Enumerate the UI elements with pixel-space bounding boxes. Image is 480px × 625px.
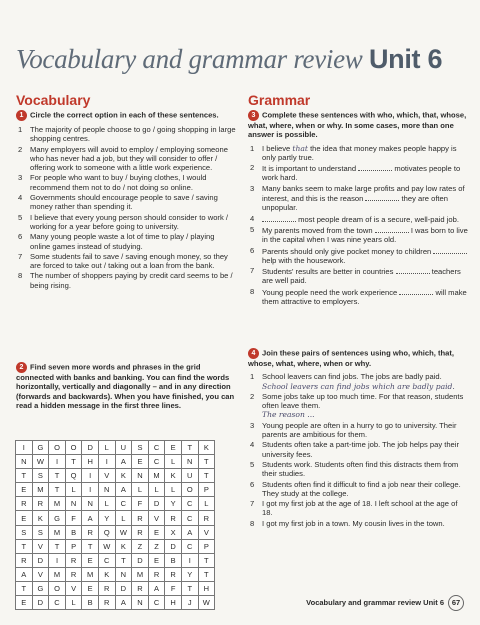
ex4-instruction: 4 Join these pairs of sentences using who, which, that, whose, what, where, when or why.: [248, 348, 454, 368]
grid-cell: T: [65, 455, 82, 469]
grid-cell: L: [148, 483, 165, 497]
item-text-after: motivates people to work hard.: [262, 164, 461, 183]
grid-cell: H: [82, 455, 99, 469]
grid-cell: X: [165, 525, 182, 539]
item-text-after: they are often unpopular.: [262, 194, 448, 213]
item-text: Students work. Students often find this distracts them from their studies.: [262, 459, 459, 479]
grid-cell: C: [148, 596, 165, 610]
grid-cell: D: [132, 553, 149, 567]
grid-cell: N: [115, 567, 132, 581]
item-text: For people who want to buy / buying clothes, I would recommend them not to do / not doing so online.: [30, 173, 207, 192]
grid-cell: J: [181, 596, 198, 610]
item-text: Governments should encourage people to save / saving money rather than spending it.: [30, 193, 218, 212]
grid-cell: T: [49, 539, 66, 553]
grid-cell: Y: [98, 511, 115, 525]
grid-cell: O: [181, 483, 198, 497]
grid-cell: F: [165, 581, 182, 595]
grid-cell: M: [49, 567, 66, 581]
answer-blank: [365, 193, 399, 201]
grid-cell: D: [82, 441, 99, 455]
item-number: 8: [250, 286, 255, 296]
grid-cell: L: [198, 497, 215, 511]
item-text: The majority of people choose to go / going shopping in large shopping centres.: [30, 125, 236, 144]
grid-cell: W: [98, 539, 115, 553]
grid-cell: T: [198, 553, 215, 567]
grid-cell: N: [82, 497, 99, 511]
item-text-after: the idea that money makes people happy is only partly true.: [262, 143, 457, 162]
item-text-after: help with the housework.: [262, 255, 346, 265]
item-text-after: teachers are well paid.: [262, 267, 461, 286]
grammar-exercise-3: [248, 110, 468, 307]
grid-cell: C: [181, 539, 198, 553]
grid-cell: E: [16, 596, 33, 610]
grid-cell: O: [65, 441, 82, 455]
grid-cell: T: [16, 539, 33, 553]
answer-blank: [262, 214, 296, 222]
grid-cell: N: [98, 483, 115, 497]
ex1-item: [16, 213, 236, 232]
grid-cell: O: [49, 441, 66, 455]
item-number: 4: [250, 213, 255, 223]
grid-cell: M: [82, 567, 99, 581]
grid-cell: F: [132, 497, 149, 511]
ex1-list: [16, 125, 236, 290]
word-search-grid: [15, 440, 215, 610]
grid-row: [16, 553, 215, 567]
grid-cell: T: [49, 469, 66, 483]
ex1-item: [16, 125, 236, 144]
grid-cell: L: [65, 596, 82, 610]
grid-cell: A: [181, 525, 198, 539]
ex1-number: 1: [16, 110, 27, 121]
grid-cell: L: [165, 483, 182, 497]
grid-cell: Z: [148, 539, 165, 553]
grid-row: [16, 441, 215, 455]
grid-row: [16, 567, 215, 581]
item-number: 8: [250, 518, 255, 528]
ex4-item: [248, 392, 468, 420]
grid-cell: W: [115, 525, 132, 539]
ex3-item: [248, 266, 468, 286]
grid-cell: V: [32, 539, 49, 553]
grid-cell: L: [98, 441, 115, 455]
vocabulary-heading: Vocabulary: [16, 92, 91, 108]
grid-cell: C: [148, 455, 165, 469]
grid-cell: B: [165, 553, 182, 567]
grid-cell: C: [181, 511, 198, 525]
grid-cell: I: [98, 455, 115, 469]
page-number: 67: [448, 595, 464, 611]
grid-cell: G: [32, 581, 49, 595]
grid-row: [16, 497, 215, 511]
grid-cell: T: [198, 469, 215, 483]
item-text: I got my first job in a town. My cousin lives in the town.: [262, 518, 445, 528]
item-text: Young people are often in a hurry to go to university. Their parents are ambitious for them.: [262, 420, 457, 440]
ex1-instruction: 1 Circle the correct option in each of these sentences.: [16, 110, 236, 121]
grid-cell: S: [16, 525, 33, 539]
grid-cell: D: [115, 581, 132, 595]
grid-cell: R: [65, 567, 82, 581]
grid-cell: N: [132, 596, 149, 610]
ex1-item: [16, 193, 236, 212]
grid-cell: N: [181, 455, 198, 469]
ex4-item: [248, 440, 468, 459]
item-number: 2: [18, 144, 23, 154]
grid-cell: A: [115, 483, 132, 497]
ex4-item: [248, 460, 468, 479]
ex3-item: [248, 246, 468, 266]
grid-cell: S: [32, 525, 49, 539]
grid-cell: U: [115, 441, 132, 455]
grid-cell: K: [165, 469, 182, 483]
grid-cell: N: [132, 469, 149, 483]
grid-cell: K: [115, 469, 132, 483]
item-number: 3: [250, 183, 255, 193]
grid-cell: S: [32, 469, 49, 483]
grid-cell: K: [32, 511, 49, 525]
grid-cell: Y: [165, 497, 182, 511]
grid-cell: P: [65, 539, 82, 553]
item-text: Students often take a part-time job. The job helps pay their university fees.: [262, 440, 459, 459]
grid-cell: K: [115, 539, 132, 553]
grid-cell: M: [32, 483, 49, 497]
item-text: Some jobs take up too much time. For that reason, students often leave them.: [262, 391, 464, 411]
ex4-item: [248, 499, 468, 518]
grid-cell: P: [198, 483, 215, 497]
item-text-after: most people dream of is a secure, well-paid job.: [298, 214, 459, 224]
grid-row: [16, 596, 215, 610]
item-text: Many young people waste a lot of time to play / playing online games instead of studying.: [30, 232, 215, 251]
answer-blank: [358, 163, 392, 171]
grid-cell: R: [65, 553, 82, 567]
grid-cell: E: [165, 441, 182, 455]
grid-cell: S: [132, 441, 149, 455]
grid-cell: L: [115, 511, 132, 525]
item-text: Many employers will avoid to employ / employing someone who has never had a job, but they will consider to offer / offering work to someone with a little work experience.: [30, 144, 228, 173]
ex4-item: [248, 372, 468, 391]
ex3-item: [248, 184, 468, 213]
handwritten-answer: School leavers can find jobs which are badly paid.: [262, 381, 455, 391]
grid-cell: K: [98, 567, 115, 581]
grid-cell: C: [115, 497, 132, 511]
grid-cell: A: [115, 596, 132, 610]
grid-cell: W: [198, 596, 215, 610]
grid-cell: B: [65, 525, 82, 539]
grid-cell: D: [32, 553, 49, 567]
ex3-list: [248, 144, 468, 307]
page-title: Vocabulary and grammar review Unit 6: [16, 44, 443, 74]
item-number: 3: [250, 420, 255, 430]
grid-cell: V: [98, 469, 115, 483]
grid-cell: R: [98, 581, 115, 595]
grid-cell: E: [82, 553, 99, 567]
grid-cell: O: [49, 581, 66, 595]
grid-cell: V: [65, 581, 82, 595]
grid-cell: Y: [181, 567, 198, 581]
grid-cell: E: [16, 511, 33, 525]
item-number: 3: [18, 173, 23, 183]
grid-cell: L: [165, 455, 182, 469]
item-text: Some students fail to save / saving enough money, so they are forced to take out / taking out a loan from the bank.: [30, 251, 228, 271]
handwritten-answer: that: [292, 143, 308, 153]
grid-cell: I: [82, 469, 99, 483]
grid-cell: E: [82, 581, 99, 595]
ex3-item: [248, 287, 468, 307]
grid-row: [16, 525, 215, 539]
grid-cell: T: [16, 469, 33, 483]
item-text-before: Parents should only give pocket money to children: [262, 246, 434, 256]
item-number: 5: [250, 459, 255, 469]
answer-blank: [399, 287, 433, 295]
item-text-before: Students' results are better in countries: [262, 267, 396, 277]
item-number: 4: [250, 440, 255, 450]
grid-cell: R: [132, 511, 149, 525]
ex4-list: [248, 372, 468, 528]
item-number: 1: [250, 372, 255, 382]
grid-cell: D: [32, 596, 49, 610]
grammar-heading: Grammar: [248, 92, 311, 108]
ex1-item: [16, 252, 236, 271]
grid-cell: T: [181, 441, 198, 455]
grid-cell: Q: [65, 469, 82, 483]
grid-cell: R: [165, 511, 182, 525]
grid-cell: T: [198, 455, 215, 469]
grid-cell: F: [65, 511, 82, 525]
grid-cell: Z: [132, 539, 149, 553]
grid-cell: R: [16, 497, 33, 511]
grid-row: [16, 469, 215, 483]
grid-cell: G: [49, 511, 66, 525]
grid-cell: V: [148, 511, 165, 525]
grid-cell: R: [132, 581, 149, 595]
ex2-number: 2: [16, 362, 27, 373]
item-number: 1: [18, 125, 23, 134]
item-number: 6: [18, 232, 23, 242]
grid-cell: R: [132, 525, 149, 539]
grid-cell: R: [98, 596, 115, 610]
grid-cell: A: [16, 567, 33, 581]
item-text: I got my first job at the age of 18. I left school at the age of 18.: [262, 499, 458, 518]
grid-row: [16, 581, 215, 595]
grid-cell: W: [32, 455, 49, 469]
grid-cell: T: [115, 553, 132, 567]
answer-blank: [433, 246, 467, 254]
vocab-exercise-1: [16, 110, 236, 291]
item-number: 6: [250, 479, 255, 489]
item-number: 6: [250, 245, 255, 255]
ex4-item: [248, 480, 468, 499]
grid-cell: K: [198, 441, 215, 455]
item-number: 7: [250, 266, 255, 276]
answer-blank: [396, 266, 430, 274]
grid-cell: M: [132, 567, 149, 581]
ex1-item: [16, 271, 236, 290]
grid-cell: C: [49, 596, 66, 610]
grid-cell: M: [49, 497, 66, 511]
grid-cell: N: [65, 497, 82, 511]
ex2-instruction: 2 Find seven more words and phrases in the grid connected with banks and banking. You can find the words horizontally, vertically and diagonally – and in any direction (forwards and backwards). When you have finished, you can read a hidden message in the first three lines.: [16, 362, 235, 410]
ex3-number: 3: [248, 110, 259, 121]
item-text: Students often find it difficult to find a job near their college. They study at the college.: [262, 479, 461, 498]
grid-cell: Q: [98, 525, 115, 539]
grid-cell: T: [181, 581, 198, 595]
grid-cell: R: [198, 511, 215, 525]
item-text: I believe that every young person should consider to work / working for a year before going to university.: [30, 212, 228, 231]
item-text-after: I was born to live in the capital when I was nine years old.: [262, 225, 468, 245]
grid-cell: M: [148, 469, 165, 483]
item-number: 2: [250, 391, 255, 401]
item-text-before: Young people need the work experience: [262, 287, 400, 297]
item-number: 8: [18, 271, 23, 281]
item-text-after: will make them attractive to employers.: [262, 287, 467, 307]
grid-cell: C: [181, 497, 198, 511]
answer-blank: [375, 225, 409, 233]
grid-cell: E: [148, 553, 165, 567]
grid-cell: T: [49, 483, 66, 497]
grid-cell: L: [98, 497, 115, 511]
ex3-item: [248, 214, 468, 224]
handwritten-answer: The reason ...: [262, 410, 315, 420]
ex3-item: [248, 144, 468, 163]
ex1-item: [16, 232, 236, 251]
grid-cell: C: [98, 553, 115, 567]
ex3-instruction: 3 Complete these sentences with who, which, that, whose, what, where, when or why. In some cases, more than one answer is possible.: [248, 110, 467, 140]
grid-cell: A: [82, 511, 99, 525]
grid-cell: V: [32, 567, 49, 581]
grid-cell: I: [49, 553, 66, 567]
item-text-before: It is important to understand: [262, 164, 359, 174]
grid-cell: R: [82, 525, 99, 539]
grid-cell: I: [181, 553, 198, 567]
page-footer: Vocabulary and grammar review Unit 6 67: [306, 595, 464, 611]
grid-cell: A: [148, 581, 165, 595]
item-number: 7: [18, 251, 23, 261]
grid-cell: D: [165, 539, 182, 553]
grammar-exercise-4: [248, 348, 468, 529]
grid-cell: I: [49, 455, 66, 469]
grid-cell: L: [65, 483, 82, 497]
item-text-before: I believe: [262, 143, 293, 153]
item-number: 1: [250, 143, 255, 153]
grid-cell: T: [82, 539, 99, 553]
item-text-before: My parents moved from the town: [262, 225, 375, 235]
item-number: 5: [250, 224, 255, 234]
grid-row: [16, 455, 215, 469]
item-number: 7: [250, 499, 255, 509]
grid-cell: D: [148, 497, 165, 511]
ex4-number: 4: [248, 348, 259, 359]
item-text: School leavers can find jobs. The jobs are badly paid.: [262, 372, 442, 382]
grid-cell: L: [132, 483, 149, 497]
ex1-item: [16, 145, 236, 173]
item-number: 4: [18, 193, 23, 203]
item-text-before: Many banks seem to make large profits and pay low rates of interest, and this is the reason: [262, 183, 465, 204]
grid-row: [16, 539, 215, 553]
item-text: The number of shoppers paying by credit card seems to be / being rising.: [30, 271, 233, 290]
grid-cell: G: [32, 441, 49, 455]
grid-cell: E: [148, 525, 165, 539]
ex3-item: [248, 163, 468, 183]
grid-row: [16, 511, 215, 525]
item-number: 2: [250, 163, 255, 173]
item-number: 5: [18, 212, 23, 222]
ex3-item: [248, 225, 468, 245]
ex1-item: [16, 173, 236, 192]
grid-cell: I: [82, 483, 99, 497]
grid-cell: R: [32, 497, 49, 511]
grid-cell: U: [181, 469, 198, 483]
grid-cell: N: [16, 455, 33, 469]
grid-cell: B: [82, 596, 99, 610]
grid-cell: E: [132, 455, 149, 469]
grid-cell: I: [16, 441, 33, 455]
grid-cell: A: [115, 455, 132, 469]
grid-cell: H: [165, 596, 182, 610]
grid-cell: T: [198, 567, 215, 581]
grid-cell: T: [16, 581, 33, 595]
grid-cell: R: [165, 567, 182, 581]
grid-row: [16, 483, 215, 497]
grid-cell: R: [148, 567, 165, 581]
grid-cell: V: [198, 525, 215, 539]
grid-cell: E: [16, 483, 33, 497]
grid-cell: P: [198, 539, 215, 553]
grid-cell: R: [16, 553, 33, 567]
unit-label: Unit 6: [368, 44, 443, 74]
ex4-item: [248, 421, 468, 440]
grid-cell: M: [49, 525, 66, 539]
grid-cell: H: [198, 581, 215, 595]
vocab-exercise-2: [16, 362, 238, 414]
grid-cell: C: [148, 441, 165, 455]
ex4-item: [248, 519, 468, 528]
